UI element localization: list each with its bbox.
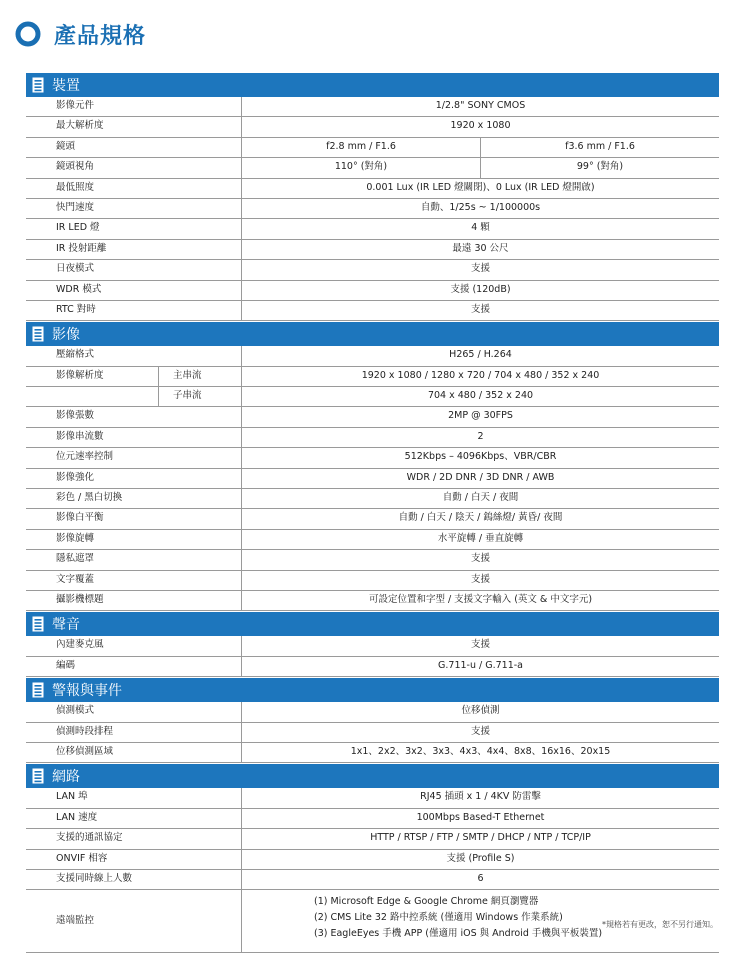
spec-row <box>26 301 719 321</box>
spec-row <box>26 367 719 387</box>
spec-row <box>26 428 719 448</box>
spec-row <box>26 346 719 366</box>
section-title: 聲音 <box>52 617 80 634</box>
spec-value: 位移偵測 <box>241 702 719 721</box>
spec-row <box>26 387 719 407</box>
spec-row <box>26 850 719 870</box>
spec-row <box>26 657 719 677</box>
spec-value: 支援 <box>241 636 719 655</box>
section-header <box>26 764 719 788</box>
spec-label: IR LED 燈 <box>56 222 100 234</box>
spec-label: 遠端監控 <box>56 915 95 927</box>
spec-value-line: (3) EagleEyes 手機 APP (僅適用 iOS 與 Android 手機與平板裝置) <box>314 928 603 940</box>
spec-value: 支援 (120dB) <box>241 281 719 300</box>
spec-row <box>26 97 719 117</box>
spec-table <box>26 72 719 953</box>
spec-label: 偵測時段排程 <box>56 725 114 737</box>
spec-label: 影像旋轉 <box>56 532 95 544</box>
spec-value: G.711-u / G.711-a <box>241 657 719 676</box>
spec-label: 彩色 / 黑白切換 <box>56 492 123 504</box>
spec-value: 自動 / 白天 / 陰天 / 鎢絲燈/ 黃昏/ 夜間 <box>241 509 719 528</box>
spec-label: LAN 埠 <box>56 791 88 803</box>
spec-label: 支援的通訊協定 <box>56 832 123 844</box>
spec-label: 位移偵測區域 <box>56 745 114 757</box>
spec-label: 偵測模式 <box>56 705 95 717</box>
spec-value: WDR / 2D DNR / 3D DNR / AWB <box>241 469 719 488</box>
document-list-icon <box>32 768 44 784</box>
spec-row <box>26 723 719 743</box>
document-list-icon <box>32 326 44 342</box>
spec-row <box>26 870 719 890</box>
spec-row <box>26 571 719 591</box>
spec-value-pair <box>241 138 719 157</box>
section-header <box>26 322 719 346</box>
spec-row <box>26 138 719 158</box>
spec-label: ONVIF 相容 <box>56 852 108 864</box>
circle-ring-icon <box>14 20 42 48</box>
spec-label: 最低照度 <box>56 181 95 193</box>
spec-label: 影像串流數 <box>56 430 104 442</box>
spec-value: 支援 <box>241 301 719 320</box>
spec-row <box>26 281 719 301</box>
spec-label: 支援同時線上人數 <box>56 872 133 884</box>
spec-row <box>26 509 719 529</box>
spec-value: 最遠 30 公尺 <box>241 240 719 259</box>
spec-label: RTC 對時 <box>56 303 96 315</box>
spec-row <box>26 219 719 239</box>
spec-label: 內建麥克風 <box>56 639 104 651</box>
spec-label: 攝影機標題 <box>56 593 104 605</box>
spec-value: 水平旋轉 / 垂直旋轉 <box>241 530 719 549</box>
spec-value: 1920 x 1080 <box>241 117 719 136</box>
section-header <box>26 678 719 702</box>
spec-row <box>26 550 719 570</box>
spec-value: 支援 <box>241 550 719 569</box>
spec-label: IR 投射距離 <box>56 242 107 254</box>
spec-value: 支援 (Profile S) <box>241 850 719 869</box>
spec-value: f3.6 mm / F1.6 <box>480 138 719 157</box>
spec-row <box>26 591 719 611</box>
spec-label <box>26 387 158 406</box>
spec-row <box>26 743 719 763</box>
spec-label: 影像白平衡 <box>56 512 104 524</box>
spec-value: 6 <box>241 870 719 889</box>
spec-label: 快門速度 <box>56 201 95 213</box>
section-title: 警報與事件 <box>52 683 122 700</box>
spec-value: H265 / H.264 <box>241 346 719 365</box>
page-header <box>14 14 146 54</box>
section-title: 影像 <box>52 327 80 344</box>
spec-row <box>26 809 719 829</box>
spec-value: 可設定位置和字型 / 支援文字輸入 (英文 & 中文字元) <box>241 591 719 610</box>
spec-value: 支援 <box>241 260 719 279</box>
spec-row <box>26 636 719 656</box>
spec-label: LAN 速度 <box>56 811 98 823</box>
footnote: *規格若有更改，恕不另行通知。 <box>602 920 718 929</box>
spec-row <box>26 260 719 280</box>
spec-value: 2MP @ 30FPS <box>241 407 719 426</box>
spec-label: 影像元件 <box>56 100 95 111</box>
spec-value: 704 x 480 / 352 x 240 <box>241 387 719 406</box>
spec-label: 壓縮格式 <box>56 349 95 361</box>
spec-label: 影像解析度 <box>56 369 104 381</box>
spec-row <box>26 240 719 260</box>
section-header <box>26 612 719 636</box>
spec-row <box>26 407 719 427</box>
spec-row <box>26 530 719 550</box>
spec-row <box>26 199 719 219</box>
spec-value-line: (2) CMS Lite 32 路中控系統 (僅適用 Windows 作業系統) <box>314 912 563 924</box>
spec-label: 鏡頭 <box>56 140 76 152</box>
spec-row <box>26 448 719 468</box>
spec-label: 影像強化 <box>56 471 95 483</box>
spec-row <box>26 788 719 808</box>
spec-value: 512Kbps – 4096Kbps、VBR/CBR <box>241 448 719 467</box>
spec-value: RJ45 插頭 x 1 / 4KV 防雷擊 <box>241 788 719 807</box>
spec-value: 支援 <box>241 723 719 742</box>
page-title: 產品規格 <box>54 23 147 49</box>
spec-label: 編碼 <box>56 659 76 671</box>
spec-label: WDR 模式 <box>56 283 102 295</box>
spec-value: 自動、1/25s ~ 1/100000s <box>241 199 719 218</box>
section-title: 裝置 <box>52 78 80 94</box>
spec-label: 位元速率控制 <box>56 451 114 463</box>
spec-label: 文字覆蓋 <box>56 573 95 585</box>
spec-value: 1x1、2x2、3x2、3x3、4x3、4x4、8x8、16x16、20x15 <box>241 743 719 762</box>
spec-value: 100Mbps Based-T Ethernet <box>241 809 719 828</box>
spec-value: 支援 <box>241 571 719 590</box>
spec-label: 最大解析度 <box>56 120 104 132</box>
spec-value: 0.001 Lux (IR LED 燈關閉)、0 Lux (IR LED 燈開啟) <box>241 179 719 198</box>
spec-sublabel: 主串流 <box>158 367 241 386</box>
spec-value-pair <box>241 158 719 177</box>
spec-value: 1/2.8" SONY CMOS <box>241 97 719 116</box>
spec-row <box>26 179 719 199</box>
spec-value: f2.8 mm / F1.6 <box>326 140 396 152</box>
spec-row <box>26 489 719 509</box>
document-list-icon <box>32 616 44 632</box>
spec-value: 1920 x 1080 / 1280 x 720 / 704 x 480 / 352 x 240 <box>241 367 719 386</box>
spec-label: 隱私遮罩 <box>56 553 95 565</box>
spec-value: 4 顆 <box>241 219 719 238</box>
spec-sublabel: 子串流 <box>158 387 241 406</box>
spec-value: 自動 / 白天 / 夜間 <box>241 489 719 508</box>
document-list-icon <box>32 682 44 698</box>
spec-label: 影像張數 <box>56 410 95 422</box>
spec-value: 99° (對角) <box>480 158 719 177</box>
spec-value: 2 <box>241 428 719 447</box>
spec-label: 鏡頭視角 <box>56 161 95 173</box>
spec-value-line: (1) Microsoft Edge & Google Chrome 網頁瀏覽器 <box>314 896 539 908</box>
spec-row <box>26 702 719 722</box>
spec-row <box>26 469 719 489</box>
spec-label: 日夜模式 <box>56 263 95 275</box>
spec-value: 110° (對角) <box>334 161 388 173</box>
section-header <box>26 73 719 97</box>
spec-value: HTTP / RTSP / FTP / SMTP / DHCP / NTP / TCP/IP <box>241 829 719 848</box>
document-list-icon <box>32 77 44 93</box>
spec-row <box>26 829 719 849</box>
spec-row <box>26 158 719 178</box>
spec-row <box>26 117 719 137</box>
section-title: 網路 <box>52 769 80 786</box>
